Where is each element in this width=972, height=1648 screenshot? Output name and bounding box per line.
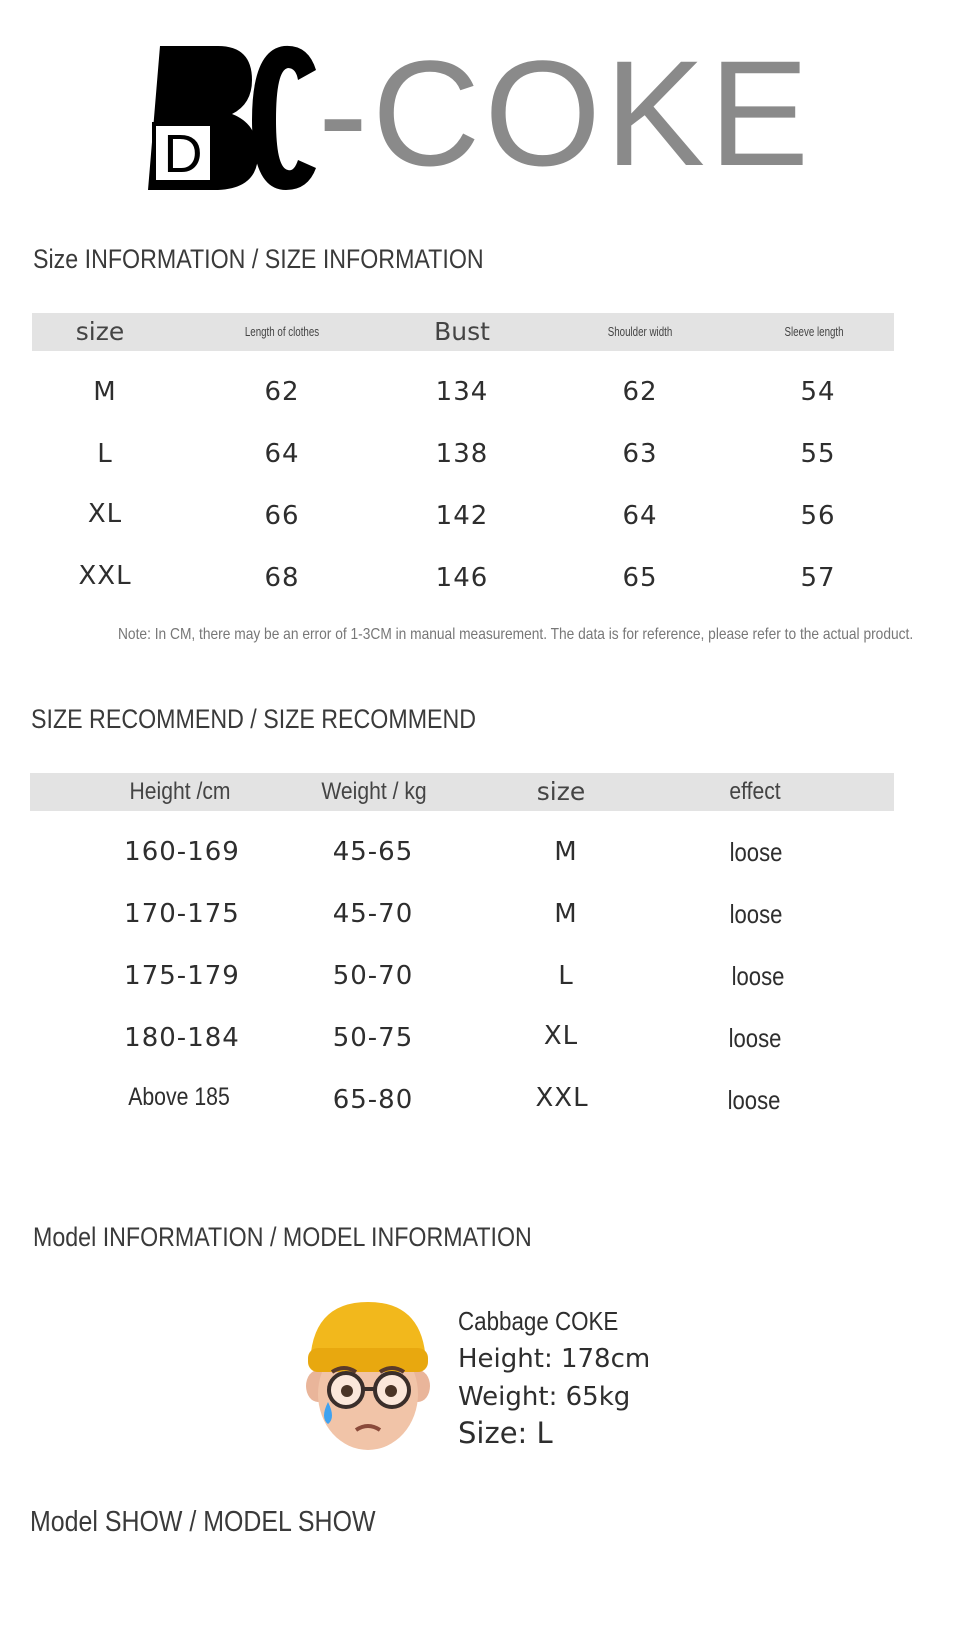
model-weight: Weight: 65kg <box>458 1382 631 1412</box>
size-info-header-row <box>32 313 894 351</box>
table-cell: 45-70 <box>332 899 414 929</box>
size-info-title: Size INFORMATION / SIZE INFORMATION <box>33 244 484 274</box>
size-info-header: Bust <box>434 317 490 346</box>
table-cell: 63 <box>622 439 658 469</box>
table-cell: 65 <box>622 563 658 593</box>
table-cell: 146 <box>435 563 489 593</box>
table-cell: 57 <box>800 563 836 593</box>
model-avatar <box>300 1294 436 1460</box>
model-size: Size: L <box>458 1416 553 1450</box>
size-recommend-header-row <box>30 773 894 811</box>
brand-wordmark: -COKE <box>318 29 814 197</box>
table-cell: M <box>554 899 578 929</box>
table-cell: loose <box>728 1023 782 1053</box>
table-cell: 64 <box>264 439 300 469</box>
table-cell: 175-179 <box>124 961 240 991</box>
table-cell: 50-75 <box>332 1023 414 1053</box>
size-info-header: Length of clothes <box>244 324 320 339</box>
svg-text:o: o <box>288 106 301 131</box>
model-name: Cabbage COKE <box>458 1306 619 1336</box>
size-recommend-header: Height /cm <box>129 778 231 805</box>
table-cell: 138 <box>435 439 489 469</box>
size-recommend-header: size <box>536 777 586 806</box>
size-recommend-title: SIZE RECOMMEND / SIZE RECOMMEND <box>31 704 477 734</box>
table-cell: 68 <box>264 563 300 593</box>
table-cell: 62 <box>264 377 300 407</box>
table-cell: XXL <box>78 561 132 591</box>
size-info-header: size <box>75 317 125 346</box>
table-cell: M <box>554 837 578 867</box>
size-recommend-header: effect <box>729 778 781 805</box>
table-cell: 180-184 <box>124 1023 240 1053</box>
svg-text:D: D <box>163 124 203 184</box>
table-cell: 142 <box>435 501 489 531</box>
table-cell: 56 <box>800 501 836 531</box>
model-show-title: Model SHOW / MODEL SHOW <box>30 1506 376 1538</box>
size-info-header: Sleeve length <box>784 324 844 339</box>
table-cell: Above 185 <box>128 1083 230 1111</box>
table-cell: 45-65 <box>332 837 414 867</box>
model-height: Height: 178cm <box>458 1344 651 1374</box>
table-cell: loose <box>729 837 783 867</box>
table-cell: 170-175 <box>124 899 240 929</box>
table-cell: 64 <box>622 501 658 531</box>
table-cell: L <box>97 439 113 469</box>
measurement-note: Note: In CM, there may be an error of 1-3CM in manual measurement. The data is for reference, please refer to the actual product. <box>118 626 914 643</box>
table-cell: loose <box>731 961 785 991</box>
size-recommend-header: Weight / kg <box>321 778 427 805</box>
table-cell: 50-70 <box>332 961 414 991</box>
table-cell: loose <box>727 1085 781 1115</box>
table-cell: 160-169 <box>124 837 240 867</box>
model-info-title: Model INFORMATION / MODEL INFORMATION <box>33 1222 532 1252</box>
table-cell: 65-80 <box>332 1085 414 1115</box>
table-cell: L <box>558 961 574 991</box>
size-info-header: Shoulder width <box>607 324 673 339</box>
table-cell: M <box>93 377 117 407</box>
table-cell: 54 <box>800 377 836 407</box>
table-cell: XXL <box>535 1083 589 1113</box>
size-info-table <box>32 313 894 603</box>
table-cell: 55 <box>800 439 836 469</box>
table-cell: XL <box>87 499 123 529</box>
table-cell: loose <box>729 899 783 929</box>
table-cell: 134 <box>435 377 489 407</box>
table-cell: XL <box>543 1021 579 1051</box>
size-recommend-table <box>30 773 894 1123</box>
table-cell: 66 <box>264 501 300 531</box>
brand-logo-monogram <box>148 40 318 198</box>
table-cell: 62 <box>622 377 658 407</box>
